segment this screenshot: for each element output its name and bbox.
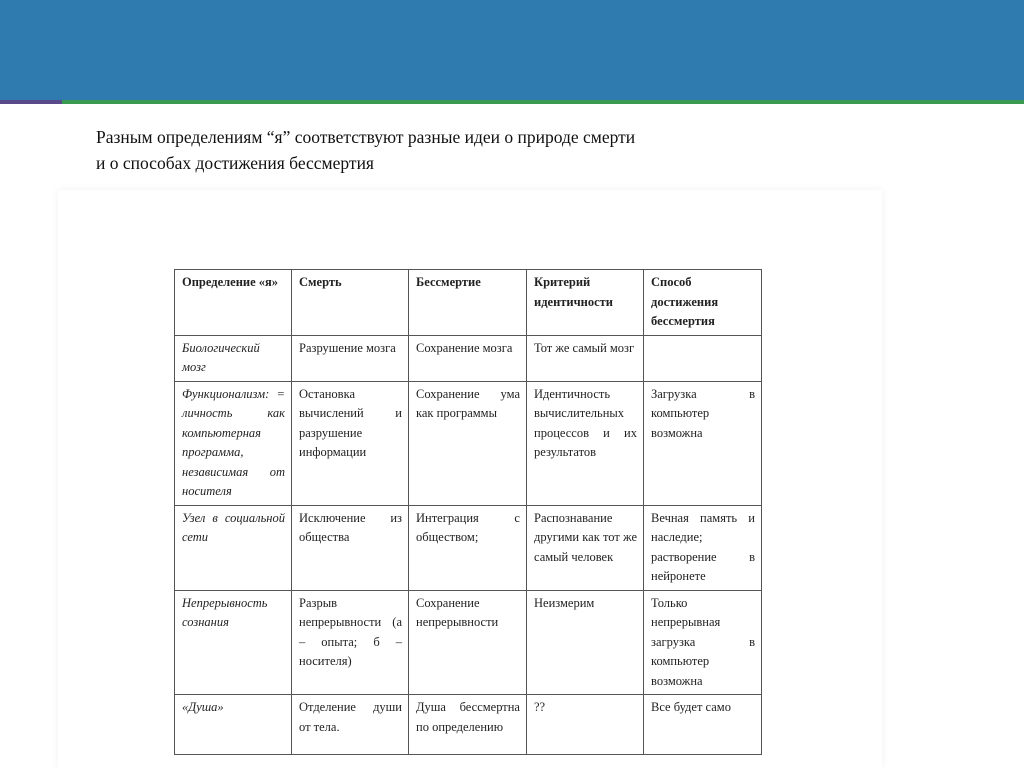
header-accent-line [0,100,1024,104]
table-header-row [175,270,762,336]
cell-death: Отделение души от тела. [292,695,409,755]
cell-definition: Узел в социальной сети [175,505,292,590]
cell-definition: Функционализм: = личность как компьютерная программа, независимая от носителя [175,381,292,505]
cell-immortality-method: Загрузка в компьютер возможна [644,381,762,505]
header-immortality: Бессмертие [409,270,527,336]
slide-text [96,124,916,176]
slide-text-line-1: Разным определениям “я” соответствуют разные идеи о природе смерти [96,127,636,147]
table-row [175,335,762,381]
cell-definition: Биологический мозг [175,335,292,381]
slide-text-line-2: и о способах достижения бессмертия [96,153,374,173]
cell-identity-criterion: Тот же самый мозг [527,335,644,381]
cell-immortality: Сохранение мозга [409,335,527,381]
cell-identity-criterion: Распознавание другими как тот же самый человек [527,505,644,590]
cell-identity-criterion: Неизмерим [527,590,644,695]
identity-table [174,269,762,755]
cell-immortality-method: Все будет само [644,695,762,755]
table-row [175,505,762,590]
accent-purple-segment [0,100,62,104]
cell-death: Разрыв непрерывности (а – опыта; б – носителя) [292,590,409,695]
cell-immortality: Душа бессмертна по определению [409,695,527,755]
table-row [175,590,762,695]
header-definition: Определение «я» [175,270,292,336]
accent-green-segment [62,100,1024,104]
header-immortality-method: Способ достижения бессмертия [644,270,762,336]
cell-immortality: Сохранение непрерывности [409,590,527,695]
table-row [175,381,762,505]
cell-immortality-method [644,335,762,381]
cell-death: Разрушение мозга [292,335,409,381]
cell-immortality: Сохранение ума как программы [409,381,527,505]
cell-identity-criterion: ?? [527,695,644,755]
cell-death: Остановка вычислений и разрушение информации [292,381,409,505]
cell-immortality-method: Вечная память и наследие; растворение в нейронете [644,505,762,590]
header-identity-criterion: Критерий идентичности [527,270,644,336]
table-row [175,695,762,755]
cell-death: Исключение из общества [292,505,409,590]
cell-immortality-method: Только непрерывная загрузка в компьютер возможна [644,590,762,695]
cell-definition: Непрерывность сознания [175,590,292,695]
cell-definition: «Душа» [175,695,292,755]
cell-immortality: Интеграция с обществом; [409,505,527,590]
header-band [0,0,1024,100]
header-death: Смерть [292,270,409,336]
cell-identity-criterion: Идентичность вычислительных процессов и их результатов [527,381,644,505]
